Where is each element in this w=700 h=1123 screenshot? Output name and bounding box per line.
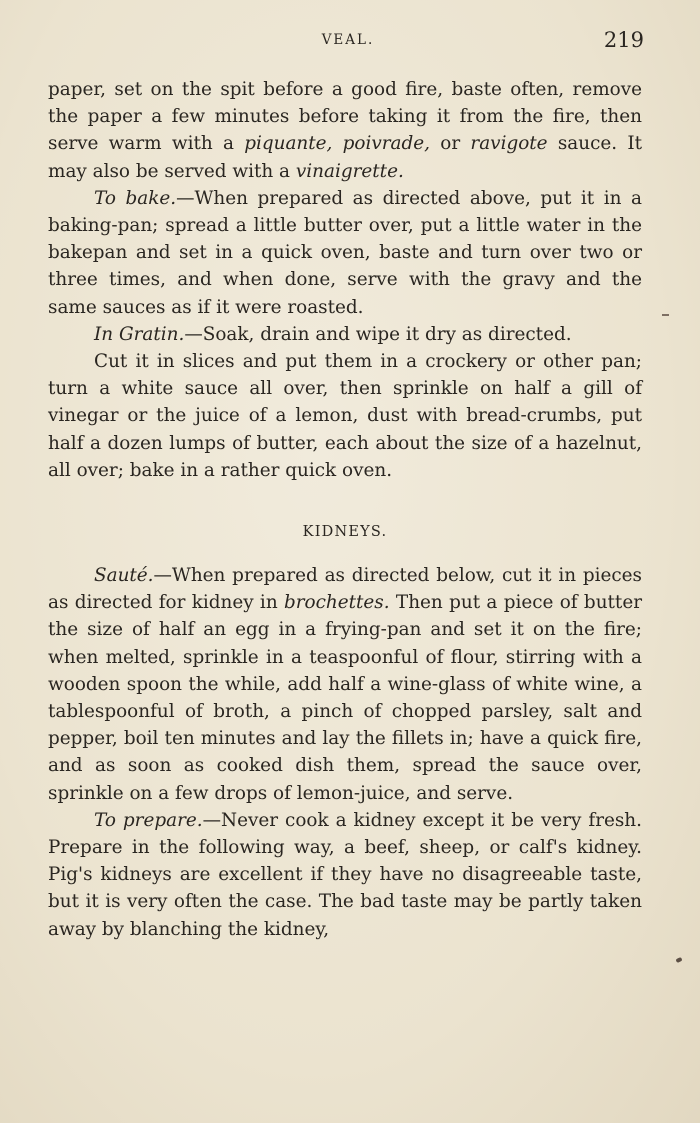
paragraph-roasting-continued bbox=[48, 76, 642, 185]
margin-speck bbox=[662, 314, 669, 316]
paragraph-text: —When prepared as directed above, put it in a baking-pan; spread a little butter over, put a little water in the bakepan and set in a quick oven, baste and turn over two or three times, and when done, serve with the gravy and the same sauces as if it were roasted. bbox=[48, 187, 642, 318]
sauce-names: piquante, poivrade, bbox=[244, 133, 431, 155]
paragraph-cut-slices bbox=[48, 348, 642, 484]
paragraph-lead: To prepare. bbox=[94, 809, 203, 831]
page-number: 219 bbox=[603, 28, 644, 52]
paragraph-text: or bbox=[430, 133, 471, 155]
paragraph-text: Then put a piece of butter the size of half an egg in a frying-pan and set it on the fire; when melted, sprinkle in a teaspoonful of flour, stirring with a wooden spoon the while, add half a wine-glass of white wine, a tablespoonful of broth, a pinch of chopped parsley, salt and pepper, boil ten minutes and lay the fillets in; have a quick fire, and as soon as cooked dish them, spread the sauce over, sprinkle on a few drops of lemon-juice, and serve. bbox=[48, 592, 642, 804]
section-heading: KIDNEYS. bbox=[302, 524, 388, 541]
sauce-name: vinaigrette. bbox=[295, 160, 404, 182]
paragraph-lead: In Gratin. bbox=[94, 323, 185, 345]
paragraph-to-prepare bbox=[48, 807, 642, 943]
dish-name: brochettes. bbox=[283, 592, 390, 614]
margin-speck bbox=[675, 957, 682, 963]
running-title: VEAL. bbox=[321, 32, 375, 48]
running-head bbox=[48, 28, 648, 58]
paragraph-text: —When prepared as directed below, cut it in pieces as directed for kidney in bbox=[48, 565, 642, 614]
paragraph-lead: Sauté. bbox=[94, 565, 154, 587]
body-text bbox=[48, 76, 642, 943]
paragraph-text: —Soak, drain and wipe it dry as directed. bbox=[184, 323, 572, 345]
paragraph-lead: To bake. bbox=[94, 187, 177, 209]
sauce-name: ravigote bbox=[470, 133, 548, 155]
paragraph-text: —Never cook a kidney except it be very fresh. Prepare in the following way, a beef, sheep, or calf's kidney. Pig's kidneys are excellent if they have no disagreeable taste, but it is very often the case. The bad taste may be partly taken away by blanching the kidney, bbox=[48, 809, 642, 940]
paragraph-in-gratin bbox=[48, 321, 642, 348]
paragraph-to-bake bbox=[48, 185, 642, 321]
paragraph-text: sauce. It may also be served with a bbox=[48, 133, 643, 182]
paragraph-text: paper, set on the spit before a good fire, baste often, remove the paper a few minutes before taking it from the fire, then serve warm with a bbox=[48, 79, 642, 155]
paragraph-text: Cut it in slices and put them in a crockery or other pan; turn a white sauce all over, then sprinkle on half a gill of vinegar or the juice of a lemon, dust with bread-crumbs, put half a dozen lumps of butter, each about the size of a hazelnut, all over; bake in a rather quick oven. bbox=[48, 351, 642, 481]
paragraph-saute bbox=[48, 562, 642, 807]
